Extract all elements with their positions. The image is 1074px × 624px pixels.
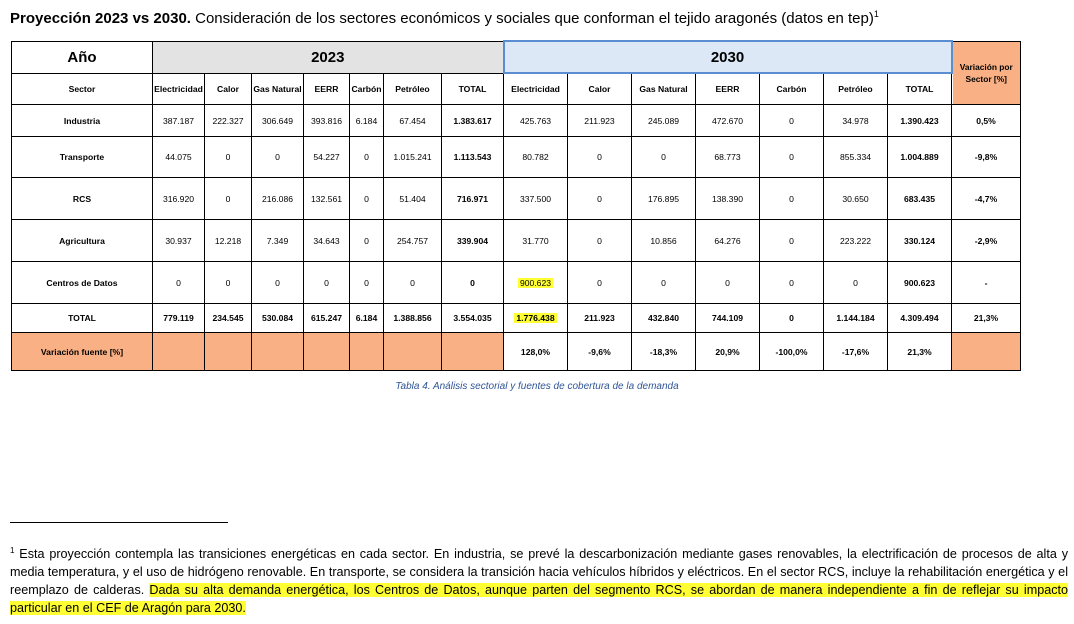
col-header: TOTAL [442,73,504,105]
cell: 316.920 [153,178,205,220]
cell: 211.923 [568,105,632,137]
table-row [12,262,1021,304]
col-header: EERR [304,73,350,105]
cell: 10.856 [632,220,696,262]
sector-cell: Industria [12,105,153,137]
col-header: TOTAL [888,73,952,105]
cell: 0 [568,178,632,220]
empty-cell [442,333,504,371]
total-cell: 330.124 [888,220,952,262]
cell: 0 [760,178,824,220]
cell: 245.089 [632,105,696,137]
col-header: Calor [205,73,252,105]
cell: 0 [350,137,384,178]
cell: -100,0% [760,333,824,371]
year-2023-header: 2023 [153,41,504,73]
cell: 176.895 [632,178,696,220]
cell: 68.773 [696,137,760,178]
cell: 0 [384,262,442,304]
cell: 0 [760,262,824,304]
sector-cell: Agricultura [12,220,153,262]
cell: 44.075 [153,137,205,178]
cell: 1.388.856 [384,304,442,333]
variation-cell: 21,3% [952,304,1021,333]
cell: -9,6% [568,333,632,371]
total-cell: 1.383.617 [442,105,504,137]
sector-cell: Transporte [12,137,153,178]
cell: 0 [350,262,384,304]
empty-cell [304,333,350,371]
variation-row [12,333,1021,371]
cell: 80.782 [504,137,568,178]
cell: 0 [205,137,252,178]
cell: 744.109 [696,304,760,333]
cell: 306.649 [252,105,304,137]
col-header: Carbón [760,73,824,105]
sector-cell: Centros de Datos [12,262,153,304]
cell: 64.276 [696,220,760,262]
total-row [12,304,1021,333]
cell: 30.650 [824,178,888,220]
year-row [12,41,1021,73]
highlighted-value: 1.776.438 [516,313,555,323]
empty-cell [384,333,442,371]
column-header-row [12,73,1021,105]
highlighted-value: 900.623 [519,277,552,288]
cell: 425.763 [504,105,568,137]
variation-cell: - [952,262,1021,304]
cell: 0 [760,304,824,333]
cell: 0 [696,262,760,304]
total-cell: 21,3% [888,333,952,371]
table-row [12,105,1021,137]
cell: 0 [632,137,696,178]
total-cell: 1.113.543 [442,137,504,178]
total-cell: 683.435 [888,178,952,220]
total-cell: 3.554.035 [442,304,504,333]
energy-table [11,40,1021,371]
empty-cell [205,333,252,371]
cell: 0 [568,262,632,304]
cell: 0 [205,178,252,220]
table-row [12,220,1021,262]
cell: 0 [350,178,384,220]
cell: -18,3% [632,333,696,371]
cell: 0 [824,262,888,304]
cell: 6.184 [350,304,384,333]
empty-cell [952,333,1021,371]
cell: 31.770 [504,220,568,262]
cell: 128,0% [504,333,568,371]
cell: 393.816 [304,105,350,137]
empty-cell [252,333,304,371]
cell: 530.084 [252,304,304,333]
heading-footnote-ref[interactable]: 1 [873,9,879,19]
cell: 67.454 [384,105,442,137]
cell: 12.218 [205,220,252,262]
cell: 0 [153,262,205,304]
cell: 472.670 [696,105,760,137]
cell: 0 [205,262,252,304]
col-header: Gas Natural [632,73,696,105]
cell: 855.334 [824,137,888,178]
variation-cell: -4,7% [952,178,1021,220]
empty-cell [350,333,384,371]
year-2030-header: 2030 [504,41,952,73]
cell: 387.187 [153,105,205,137]
cell: 20,9% [696,333,760,371]
cell: 34.643 [304,220,350,262]
col-header: EERR [696,73,760,105]
cell: 0 [252,137,304,178]
cell: 1.144.184 [824,304,888,333]
sector-header: Sector [12,73,153,105]
cell: 7.349 [252,220,304,262]
variation-cell: -2,9% [952,220,1021,262]
col-header: Petróleo [384,73,442,105]
cell-highlighted [504,304,568,333]
cell: 223.222 [824,220,888,262]
cell: 432.840 [632,304,696,333]
footnote-number: 1 [10,546,15,555]
cell: 6.184 [350,105,384,137]
cell: 211.923 [568,304,632,333]
heading-text: Consideración de los sectores económicos y sociales que conforman el tejido aragonés (datos en tep) [190,10,874,27]
cell: 222.327 [205,105,252,137]
total-cell: 1.004.889 [888,137,952,178]
table-row [12,137,1021,178]
cell: 30.937 [153,220,205,262]
variation-header: Variación por Sector [%] [952,41,1021,105]
cell: 0 [304,262,350,304]
cell: 0 [568,137,632,178]
total-label: TOTAL [12,304,153,333]
col-header: Electricidad [504,73,568,105]
cell: 254.757 [384,220,442,262]
heading-bold: Proyección 2023 vs 2030. [10,10,191,27]
footnote [10,542,1068,617]
cell: 0 [350,220,384,262]
total-cell: 4.309.494 [888,304,952,333]
cell: 337.500 [504,178,568,220]
variation-label: Variación fuente [%] [12,333,153,371]
cell: 51.404 [384,178,442,220]
cell: 0 [252,262,304,304]
cell: 0 [760,105,824,137]
total-cell: 1.390.423 [888,105,952,137]
cell: -17,6% [824,333,888,371]
footnote-highlight: Dada su alta demanda energética, los Centros de Datos, aunque parten del segmento RCS, se abordan de manera independiente a fin de reflejar su impacto particular en el CEF de Aragón para 2030. [10,583,1068,616]
col-header: Gas Natural [252,73,304,105]
cell: 0 [760,137,824,178]
sector-cell: RCS [12,178,153,220]
cell: 216.086 [252,178,304,220]
cell: 138.390 [696,178,760,220]
total-cell: 900.623 [888,262,952,304]
variation-cell: 0,5% [952,105,1021,137]
cell-highlighted [504,262,568,304]
cell: 34.978 [824,105,888,137]
variation-cell: -9,8% [952,137,1021,178]
total-cell: 339.904 [442,220,504,262]
col-header: Carbón [350,73,384,105]
table-caption: Tabla 4. Análisis sectorial y fuentes de cobertura de la demanda [395,381,679,392]
footnote-text: Esta proyección contempla las transiciones energéticas en cada sector. En industria, se prevé la descarbonización mediante gases renovables, la electrificación de procesos de alta y media temperatura, y el uso de hidrógeno renovable. En transporte, se considera la transición hacia vehículos híbridos y eléctricos. En el sector RCS, incluye la rehabilitación energética y el reemplazo de calderas. [10,547,1068,598]
cell: 0 [760,220,824,262]
footnote-separator [10,522,228,523]
cell: 234.545 [205,304,252,333]
cell: 615.247 [304,304,350,333]
table-row [12,178,1021,220]
col-header: Petróleo [824,73,888,105]
cell: 0 [632,262,696,304]
cell: 54.227 [304,137,350,178]
empty-cell [153,333,205,371]
col-header: Electricidad [153,73,205,105]
cell: 1.015.241 [384,137,442,178]
total-cell: 0 [442,262,504,304]
year-label: Año [12,41,153,73]
cell: 0 [568,220,632,262]
cell: 779.119 [153,304,205,333]
page-heading [10,9,879,27]
col-header: Calor [568,73,632,105]
cell: 132.561 [304,178,350,220]
total-cell: 716.971 [442,178,504,220]
